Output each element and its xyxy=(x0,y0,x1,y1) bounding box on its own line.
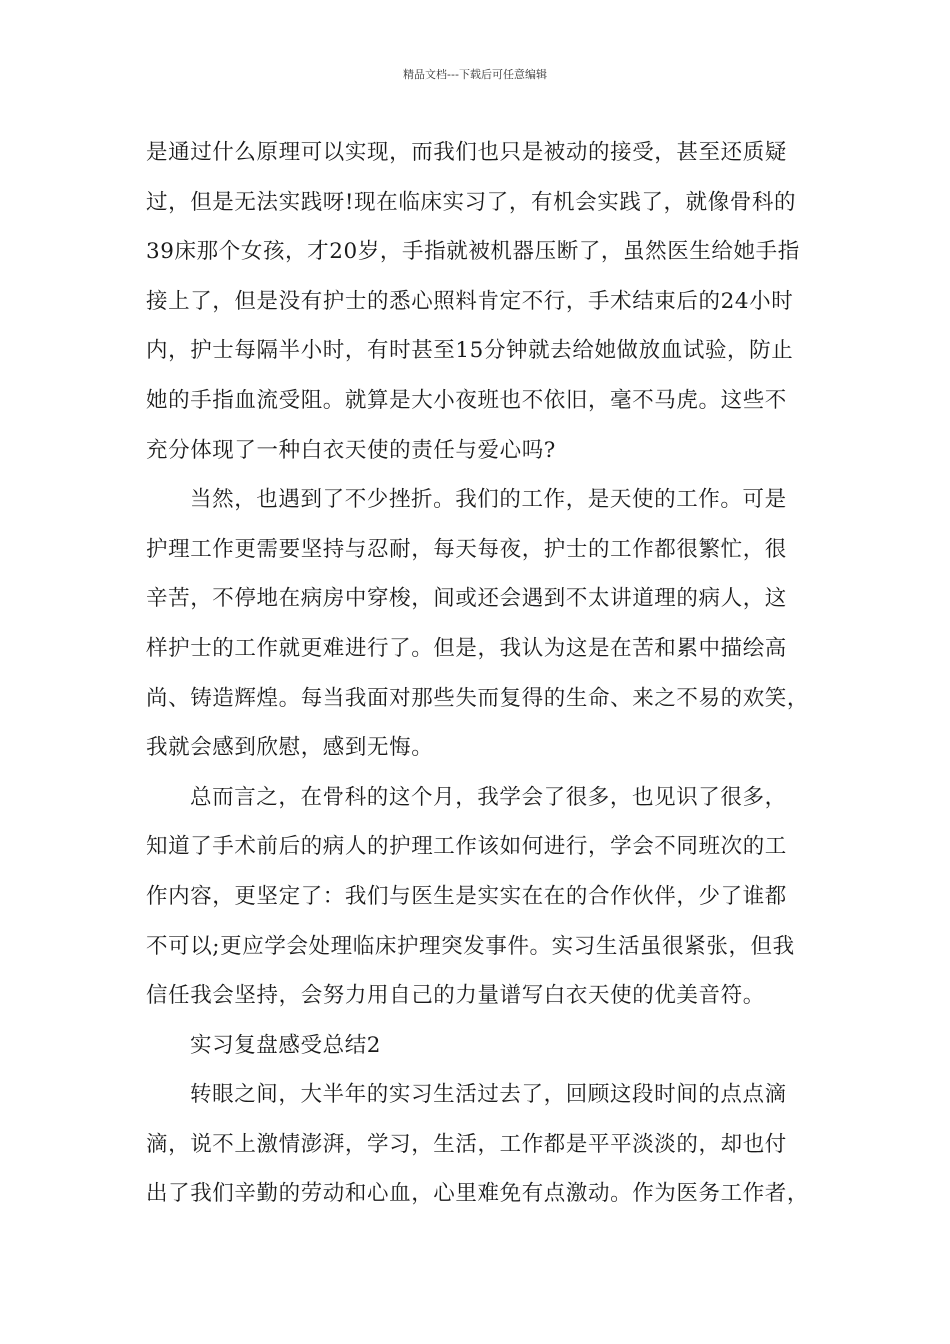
text-line: 知道了手术前后的病人的护理工作该如何进行，学会不同班次的工 xyxy=(146,834,787,860)
text-line: 信任我会坚持，会努力用自己的力量谱写白衣天使的优美音符。 xyxy=(146,983,765,1009)
text-line: 样护士的工作就更难进行了。但是，我认为这是在苦和累中描绘高 xyxy=(146,635,787,661)
text-line: 我就会感到欣慰，感到无悔。 xyxy=(146,735,434,761)
text-line: 尚、铸造辉煌。每当我面对那些失而复得的生命、来之不易的欢笑， xyxy=(146,685,810,711)
text-line: 过，但是无法实践呀!现在临床实习了，有机会实践了，就像骨科的 xyxy=(146,189,797,215)
page-header: 精品文档---下载后可任意编辑 xyxy=(403,68,547,81)
document-body xyxy=(146,128,836,1219)
text-line: 出了我们辛勤的劳动和心血，心里难免有点激动。作为医务工作者， xyxy=(146,1181,810,1207)
text-line: 接上了，但是没有护士的悉心照料肯定不行，手术结束后的24小时 xyxy=(146,288,794,314)
text-line: 39床那个女孩，才20岁，手指就被机器压断了，虽然医生给她手指 xyxy=(146,239,800,265)
text-line: 她的手指血流受阻。就算是大小夜班也不依旧，毫不马虎。这些不 xyxy=(146,387,787,413)
text-line: 护理工作更需要坚持与忍耐，每天每夜，护士的工作都很繁忙，很 xyxy=(146,536,787,562)
text-line: 不可以;更应学会处理临床护理突发事件。实习生活虽很紧张，但我 xyxy=(146,933,795,959)
paragraph-start-line: 转眼之间，大半年的实习生活过去了，回顾这段时间的点点滴 xyxy=(190,1082,787,1108)
text-line: 辛苦，不停地在病房中穿梭，间或还会遇到不太讲道理的病人，这 xyxy=(146,586,787,612)
text-line: 是通过什么原理可以实现，而我们也只是被动的接受，甚至还质疑 xyxy=(146,140,787,165)
paragraph-start-line: 当然，也遇到了不少挫折。我们的工作，是天使的工作。可是 xyxy=(190,487,787,513)
paragraph-start-line: 总而言之，在骨科的这个月，我学会了很多，也见识了很多， xyxy=(190,784,787,810)
text-line: 内，护士每隔半小时，有时甚至15分钟就去给她做放血试验，防止 xyxy=(146,338,794,364)
section-heading: 实习复盘感受总结2 xyxy=(190,1032,382,1058)
text-line: 充分体现了一种白衣天使的责任与爱心吗? xyxy=(146,437,556,463)
text-line: 滴，说不上激情澎湃，学习，生活，工作都是平平淡淡的，却也付 xyxy=(146,1131,787,1157)
text-line: 作内容，更坚定了：我们与医生是实实在在的合作伙伴，少了谁都 xyxy=(146,883,787,909)
